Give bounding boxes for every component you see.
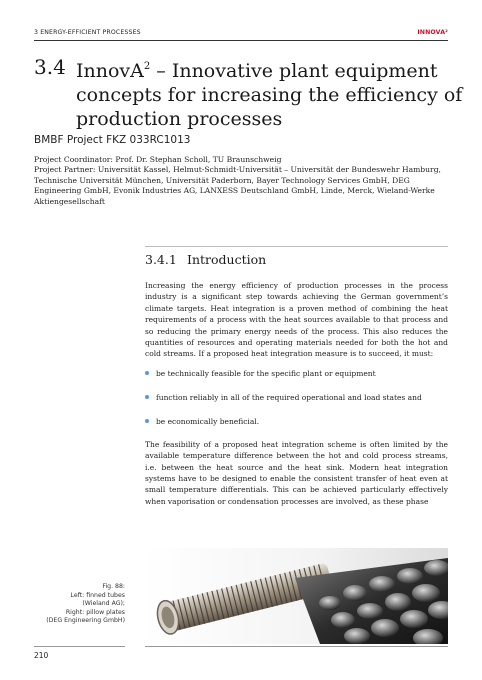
bullet-icon	[145, 419, 149, 423]
section-number: 3.4.1	[145, 252, 177, 267]
footer-rule	[34, 646, 125, 647]
bullet-icon	[145, 395, 149, 399]
project-partner: Project Partner: Universität Kassel, Helmut-Schmidt-Universität – Universität der Bundeswehr Hamburg, Technische Universität München, Universität Paderborn, Bayer Technology Services GmbH, DEG Engineering GmbH, Evonik Industries AG, LANXESS Deutschland GmbH, Linde, Merck, Wieland-Werke Aktiengesellschaft	[34, 165, 441, 206]
chapter-number: 3.4	[34, 55, 66, 79]
page-number: 210	[34, 651, 49, 660]
list-item	[145, 416, 448, 427]
running-header	[34, 29, 448, 41]
list-item	[145, 392, 448, 403]
running-header-section: 3 ENERGY-EFFICIENT PROCESSES	[34, 29, 141, 36]
header-rule	[34, 40, 448, 41]
list-item-text: be technically feasible for the specific plant or equipment	[156, 368, 376, 378]
figure-caption-line: Right: pillow plates	[65, 608, 125, 616]
section-title: Introduction	[187, 252, 267, 267]
chapter-title-rest: – Innovative plant equipment concepts for increasing the efficiency of production processes	[76, 60, 463, 130]
chapter-title	[76, 55, 466, 131]
body-paragraph-1: Increasing the energy efficiency of production processes in the process industry is a significant step towards achieving the German government’s climate targets. Heat integration is a proven method of combining the heat requirements of a process with the heat sources available to that process and so reducing the primary energy needs of the process. This also reduces the quantities of resources and operating materials needed for both the hot and cold streams. If a proposed heat integration measure is to succeed, it must:	[145, 281, 448, 359]
figure-caption-line: (Wieland AG);	[82, 600, 125, 608]
project-coordinator: Project Coordinator: Prof. Dr. Stephan Scholl, TU Braunschweig	[34, 155, 282, 164]
bullet-icon	[145, 371, 149, 375]
figure-caption	[34, 583, 125, 626]
list-item-text: function reliably in all of the required operational and load states and	[156, 392, 422, 402]
section-heading	[145, 252, 448, 267]
project-credits	[34, 155, 452, 207]
column-rule	[145, 246, 448, 247]
figure-image	[145, 548, 448, 644]
footer-rule	[145, 646, 448, 647]
chapter-title-superscript: 2	[143, 61, 151, 72]
figure-photo	[145, 548, 448, 644]
figure-caption-line: Left: finned tubes	[70, 591, 125, 599]
body-column	[145, 280, 448, 507]
running-header-project: INNOVA²	[417, 29, 448, 36]
requirements-list	[145, 368, 448, 427]
figure-caption-line: Fig. 88:	[102, 583, 125, 590]
body-paragraph-2: The feasibility of a proposed heat integration scheme is often limited by the available temperature difference between the hot and cold process streams, i.e. between the heat source and the heat sink. Modern heat integration systems have to be designed to enable the consistent transfer of heat even at small temperature differentials. This can be achieved particularly effectively when vaporisation or condensation processes are involved, as these phase	[145, 439, 448, 506]
project-id: BMBF Project FKZ 033RC1013	[34, 134, 191, 146]
chapter-title-prefix: InnovA	[76, 60, 144, 82]
list-item-text: be economically beneficial.	[156, 416, 260, 426]
list-item	[145, 368, 448, 379]
figure-caption-line: (DEG Engineering GmbH)	[46, 617, 125, 625]
